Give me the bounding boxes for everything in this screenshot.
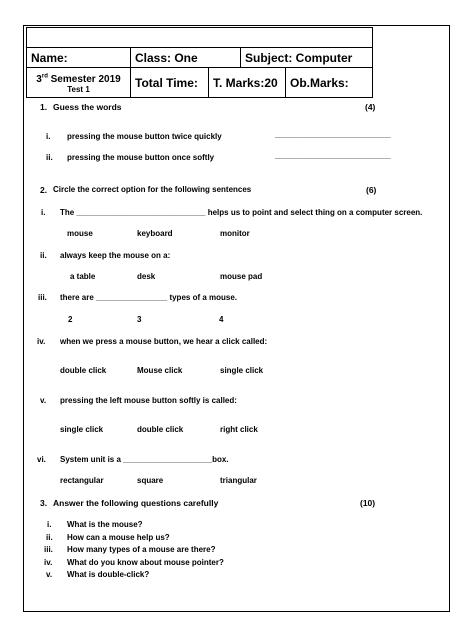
q2-option: double click xyxy=(137,425,184,434)
q2-item-text: The _____________________________ helps us to point and select thing on a computer screen. xyxy=(60,208,423,217)
q1-answer-blank: __________________________ xyxy=(275,130,391,139)
q1-item-text: pressing the mouse button twice quickly xyxy=(67,132,222,141)
q2-option: 3 xyxy=(137,315,142,324)
q3-item-text: What do you know about mouse pointer? xyxy=(67,558,224,567)
q2-option: desk xyxy=(137,272,156,281)
q2-marks: (6) xyxy=(366,185,377,195)
semester-label: 3rd Semester 2019 xyxy=(36,73,121,85)
q2-option: square xyxy=(137,476,164,485)
q2-item-numeral: ii. xyxy=(40,251,47,260)
q3-item-text: How many types of a mouse are there? xyxy=(67,545,216,554)
q3-item-text: What is the mouse? xyxy=(67,520,143,529)
q2-item-text: pressing the left mouse button softly is called: xyxy=(60,396,237,405)
q3-item-numeral: ii. xyxy=(46,533,53,542)
q2-item-text: always keep the mouse on a: xyxy=(60,251,171,260)
q1-marks: (4) xyxy=(365,102,376,112)
q1-item-text: pressing the mouse button once softly xyxy=(67,153,215,162)
q1-answer-blank: __________________________ xyxy=(275,151,391,160)
q2-option: triangular xyxy=(220,476,257,485)
total-time-field: Total Time: xyxy=(131,68,209,98)
q3-number: 3. xyxy=(40,498,48,508)
q2-item-numeral: i. xyxy=(41,208,46,217)
q3-item-numeral: iii. xyxy=(44,545,53,554)
q2-option: keyboard xyxy=(137,229,173,238)
q2-option: monitor xyxy=(220,229,250,238)
header-row-2 xyxy=(27,68,373,98)
q2-item-text: there are ________________ types of a mouse. xyxy=(60,293,238,302)
q2-option: a table xyxy=(70,272,96,281)
q2-item-numeral: iv. xyxy=(37,337,46,346)
q2-item-numeral: iii. xyxy=(38,293,47,302)
q2-option: single click xyxy=(220,366,264,375)
q2-option: 4 xyxy=(219,315,224,324)
q2-option: mouse xyxy=(67,229,93,238)
q3-title: Answer the following questions carefully xyxy=(53,498,219,508)
semester-cell xyxy=(27,68,131,98)
test-label: Test 1 xyxy=(67,84,90,94)
q2-option: single click xyxy=(60,425,104,434)
q2-title: Circle the correct option for the following sentences xyxy=(53,185,252,194)
q2-item-text: System unit is a ____________________box. xyxy=(60,455,229,464)
q2-item-numeral: vi. xyxy=(37,455,46,464)
q3-item-numeral: v. xyxy=(46,570,53,579)
q2-option: mouse pad xyxy=(220,272,263,281)
q3-marks: (10) xyxy=(360,498,376,508)
name-field: Name: xyxy=(27,48,131,68)
subject-field: Subject: Computer xyxy=(241,48,373,68)
q2-number: 2. xyxy=(40,185,48,195)
q2-option: 2 xyxy=(68,315,73,324)
q2-item-text: when we press a mouse button, we hear a click called: xyxy=(60,337,268,346)
q3-item-text: How can a mouse help us? xyxy=(67,533,170,542)
q3-item-numeral: i. xyxy=(47,520,52,529)
q3-item-numeral: iv. xyxy=(44,558,53,567)
q2-option: Mouse click xyxy=(137,366,183,375)
total-marks-field: T. Marks:20 xyxy=(209,68,286,98)
q2-item-numeral: v. xyxy=(40,396,47,405)
q1-item-numeral: ii. xyxy=(46,153,53,162)
header-table xyxy=(26,27,373,98)
q1-number: 1. xyxy=(40,102,48,112)
q2-option: double click xyxy=(60,366,107,375)
header-row-1 xyxy=(27,48,373,68)
q3-item-text: What is double-click? xyxy=(67,570,150,579)
obtained-marks-field: Ob.Marks: xyxy=(286,68,373,98)
header-blank-row xyxy=(27,28,373,48)
q1-item-numeral: i. xyxy=(46,132,51,141)
q2-option: rectangular xyxy=(60,476,104,485)
class-field: Class: One xyxy=(131,48,241,68)
header-blank-cell xyxy=(27,28,373,48)
q2-option: right click xyxy=(220,425,258,434)
q1-title: Guess the words xyxy=(53,102,122,112)
